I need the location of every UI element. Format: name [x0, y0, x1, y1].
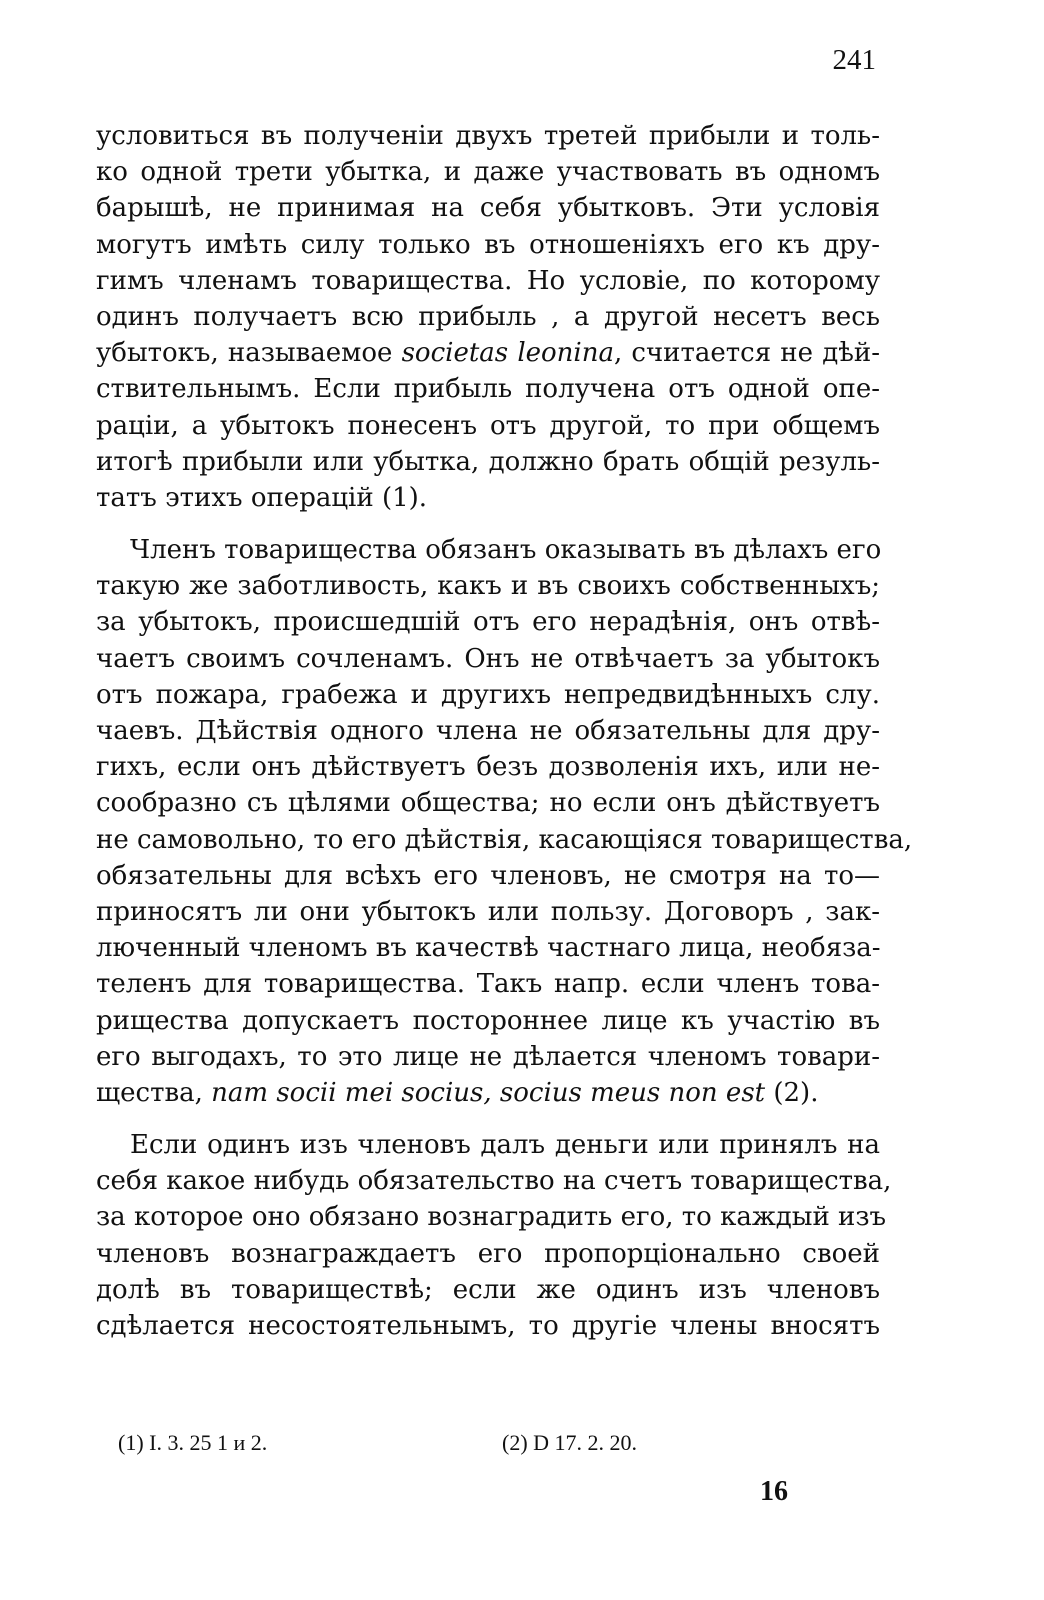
text-line: сдѣлается несостоятельнымъ, то другіе члены вносятъ — [96, 1311, 880, 1341]
paragraph-1 — [96, 118, 880, 516]
text-line: гихъ, если онъ дѣйствуетъ безъ дозволенія ихъ, или не- — [96, 752, 880, 783]
text-line: не самовольно, то его дѣйствія, касающіяся товарищества, — [96, 824, 913, 855]
text-line: барышѣ, не принимая на себя убытковъ. Эти условія — [96, 193, 880, 224]
text-line: долѣ въ товариществѣ; если же одинъ изъ членовъ — [96, 1274, 880, 1305]
text-line: сообразно съ цѣлями общества; но если онъ дѣйствуетъ — [96, 788, 880, 819]
text-line: ко одной трети убытка, и даже участвовать въ одномъ — [96, 157, 880, 188]
text-line: чаетъ своимъ сочленамъ. Онъ не отвѣчаетъ за убытокъ — [96, 643, 880, 674]
paragraph-3 — [96, 1127, 892, 1344]
text-line: Если одинъ изъ членовъ далъ деньги или принялъ на — [130, 1130, 880, 1161]
paragraph-2 — [96, 532, 913, 1111]
latin-phrase: nam socii mei socius, socius meus non est — [211, 1077, 766, 1108]
text-line: приносятъ ли они убытокъ или пользу. Договоръ , зак- — [96, 896, 880, 927]
text-line: итогѣ прибыли или убытка, должно брать общій резуль- — [96, 446, 880, 477]
text-line: убытокъ, называемое societas leonina, считается не дѣй- — [96, 338, 880, 369]
text-line: люченный членомъ въ качествѣ частнаго лица, необяза- — [96, 933, 881, 964]
text-line: теленъ для товарищества. Такъ напр. если членъ това- — [96, 969, 880, 1000]
text-line: такую же заботливость, какъ и въ своихъ собственныхъ; — [96, 571, 880, 602]
footnote-2: (2) D 17. 2. 20. — [502, 1430, 638, 1455]
text-line: гимъ членамъ товарищества. Но условіе, по которому — [96, 265, 880, 296]
latin-phrase: societas leonina — [401, 338, 614, 369]
text-line: его выгодахъ, то это лице не дѣлается членомъ товари- — [96, 1041, 880, 1072]
text-line: за которое оно обязано вознаградить его, то каждый изъ — [96, 1202, 887, 1233]
footnote-1: (1) I. 3. 25 1 и 2. — [118, 1430, 268, 1455]
text-line: за убытокъ, происшедшій отъ его нерадѣнія, онъ отвѣ- — [96, 607, 880, 638]
text-line: отъ пожара, грабежа и другихъ непредвидѣнныхъ слу. — [96, 679, 880, 710]
body-text — [96, 118, 913, 1344]
text-line: себя какое нибудь обязательство на счетъ товарищества, — [96, 1166, 892, 1197]
text-line: раціи, а убытокъ понесенъ отъ другой, то при общемъ — [96, 410, 880, 441]
text-line: членовъ вознаграждаетъ его пропорціонально своей — [96, 1238, 880, 1269]
text-line: татъ этихъ операцій (1). — [96, 482, 428, 513]
text-line: ствительнымъ. Если прибыль получена отъ одной опе- — [96, 374, 880, 405]
page-number: 241 — [832, 44, 876, 76]
text-line: одинъ получаетъ всю прибыль , а другой несетъ весь — [96, 301, 880, 332]
text-line: чаевъ. Дѣйствія одного члена не обязательны для дру- — [96, 716, 880, 746]
text-line: Членъ товарищества обязанъ оказывать въ дѣлахъ его — [130, 535, 882, 566]
text-line: рищества допускаетъ постороннее лице къ участію въ — [96, 1005, 880, 1036]
printer-signature-mark: 16 — [760, 1476, 788, 1507]
text-line: обязательны для всѣхъ его членовъ, не смотря на то— — [96, 860, 880, 891]
text-line: могутъ имѣть силу только въ отношеніяхъ его къ дру- — [96, 229, 880, 260]
text-line: условиться въ полученіи двухъ третей прибыли и толь- — [96, 121, 880, 151]
text-line-with-latin: щества, nam socii mei socius, socius meus non est (2). — [96, 1077, 819, 1108]
